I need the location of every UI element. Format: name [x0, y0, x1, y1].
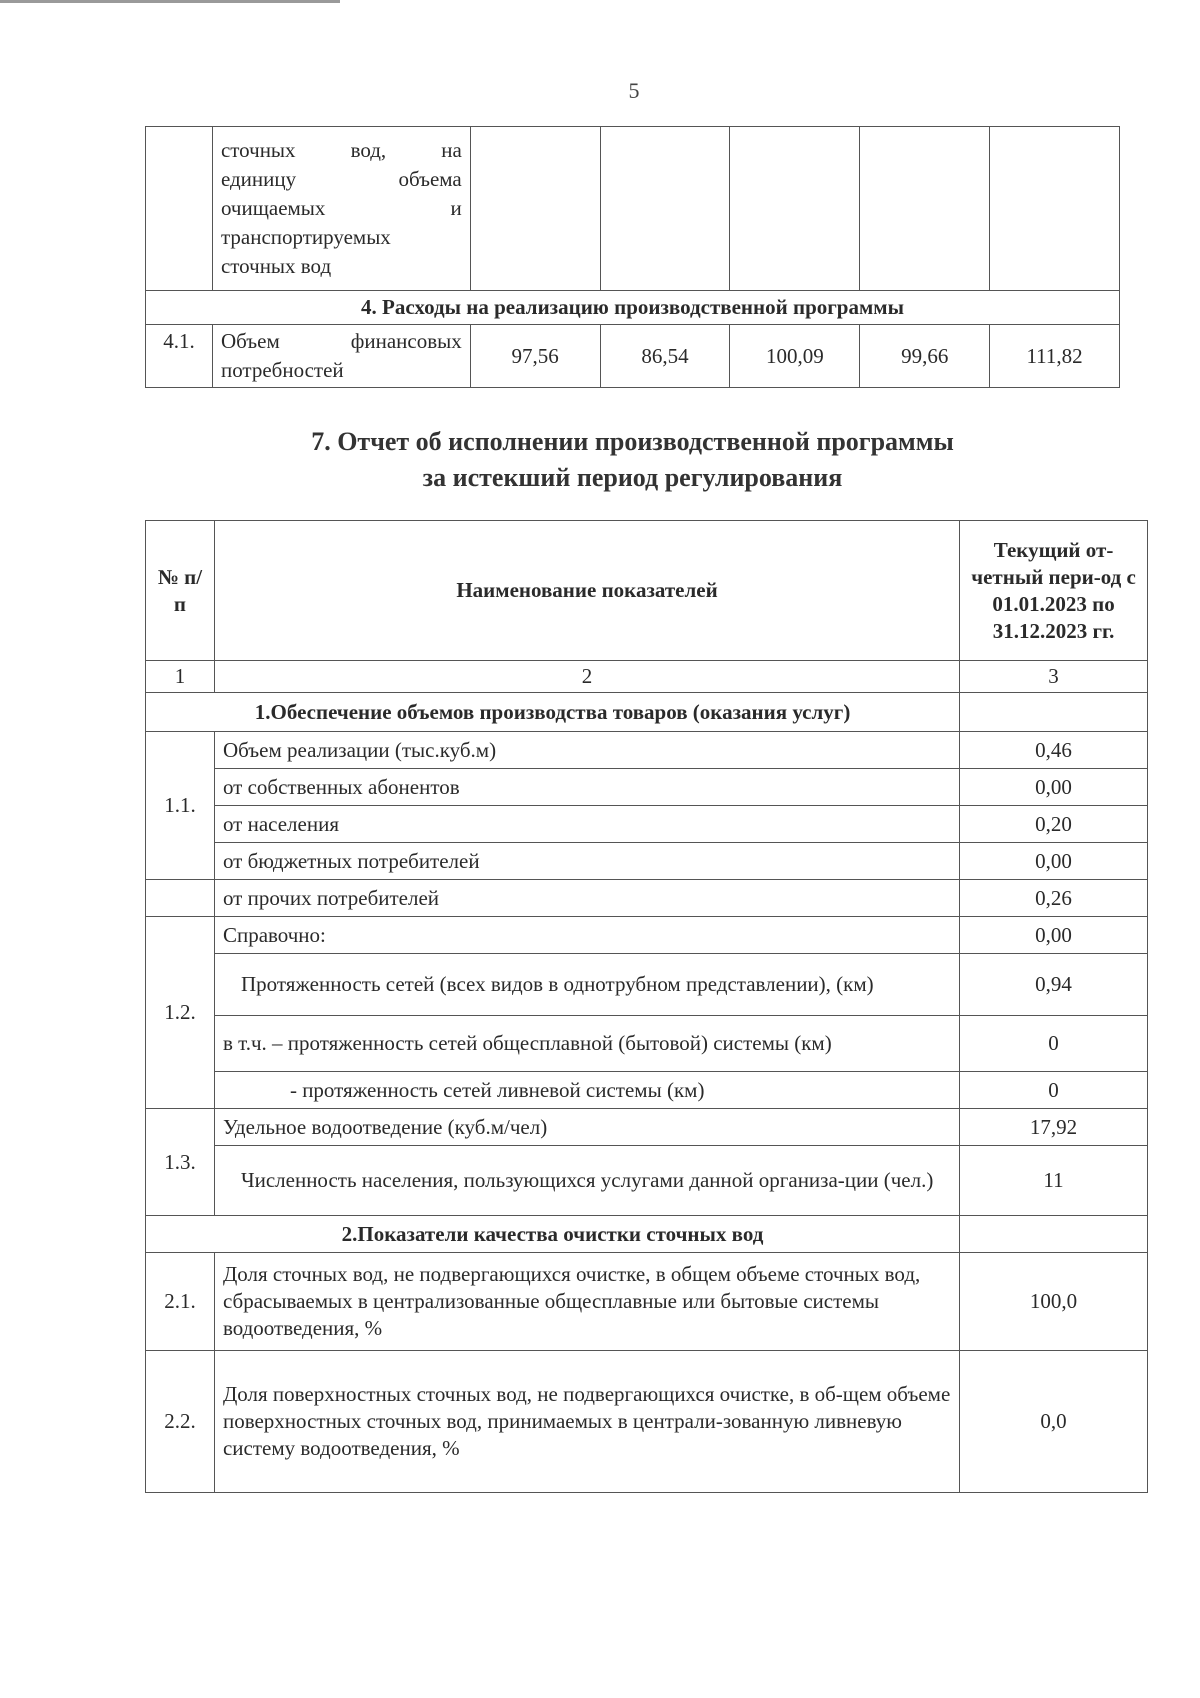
- section-2-title: 2.Показатели качества очистки сточных вод: [146, 1216, 960, 1253]
- value-cell: 97,56: [470, 325, 600, 388]
- table-row: [146, 127, 1120, 291]
- continued-cell-text: сточных вод, на единицу объема очищаемых и транспортируемых сточных вод: [212, 127, 470, 291]
- value-cell: 0,00: [960, 769, 1148, 806]
- table-row: [146, 917, 1148, 954]
- value-cell: 0,20: [960, 806, 1148, 843]
- value-cell: 0,00: [960, 917, 1148, 954]
- table-row: [146, 769, 1148, 806]
- page-number: 5: [628, 78, 640, 103]
- value-cell: 0,0: [960, 1351, 1148, 1493]
- table-row: [146, 1016, 1148, 1072]
- row-name: Численность населения, пользующихся услугами данной организа-ции (чел.): [214, 1146, 959, 1216]
- value-cell: 111,82: [990, 325, 1120, 388]
- table-row: [146, 1072, 1148, 1109]
- header-name: Наименование показателей: [214, 521, 959, 661]
- table-row: [146, 843, 1148, 880]
- table-row: [146, 806, 1148, 843]
- row-name: Удельное водоотведение (куб.м/чел): [214, 1109, 959, 1146]
- row-name: Доля сточных вод, не подвергающихся очистке, в общем объеме сточных вод, сбрасываемых в централизованные общесплавные или бытовые системы водоотведения, %: [214, 1253, 959, 1351]
- value-cell: 86,54: [600, 325, 730, 388]
- value-cell: 100,09: [730, 325, 860, 388]
- value-cell: 0: [960, 1072, 1148, 1109]
- row-name: в т.ч. – протяженность сетей общесплавной (бытовой) системы (км): [214, 1016, 959, 1072]
- row-number: 4.1.: [146, 325, 213, 388]
- column-numbers-row: 1 2 3: [146, 661, 1148, 693]
- section-1-title: 1.Обеспечение объемов производства товаров (оказания услуг): [146, 693, 960, 732]
- value-cell: 11: [960, 1146, 1148, 1216]
- header-num: № п/п: [146, 521, 215, 661]
- section-4-title: 4. Расходы на реализацию производственной программы: [146, 291, 1120, 325]
- table-row: [146, 1109, 1148, 1146]
- continued-table: [145, 126, 1120, 388]
- table-row: [146, 1146, 1148, 1216]
- scan-edge-line: [0, 0, 340, 3]
- table-row: [146, 954, 1148, 1016]
- table-row: [146, 880, 1148, 917]
- section-heading: 7. Отчет об исполнении производственной программы за истекший период регулирования: [311, 427, 954, 492]
- section-row: [146, 1216, 1148, 1253]
- value-cell: 0,00: [960, 843, 1148, 880]
- row-number: 1.3.: [146, 1109, 215, 1216]
- row-name: от бюджетных потребителей: [214, 843, 959, 880]
- value-cell: 99,66: [860, 325, 990, 388]
- value-cell: 0,46: [960, 732, 1148, 769]
- table-row: [146, 1351, 1148, 1493]
- row-number: 1.2.: [146, 917, 215, 1109]
- value-cell: 0,94: [960, 954, 1148, 1016]
- table-row: [146, 325, 1120, 388]
- row-name: Справочно:: [214, 917, 959, 954]
- value-cell: 17,92: [960, 1109, 1148, 1146]
- table-row: [146, 732, 1148, 769]
- value-cell: 0: [960, 1016, 1148, 1072]
- value-cell: 100,0: [960, 1253, 1148, 1351]
- value-cell: 0,26: [960, 880, 1148, 917]
- header-row: [146, 521, 1148, 661]
- row-name: Объем реализации (тыс.куб.м): [214, 732, 959, 769]
- row-number: 1.1.: [146, 732, 215, 880]
- header-period: Текущий от-четный пери-од с 01.01.2023 по 31.12.2023 гг.: [960, 521, 1148, 661]
- row-name: от собственных абонентов: [214, 769, 959, 806]
- section-row: [146, 693, 1148, 732]
- row-number: 2.2.: [146, 1351, 215, 1493]
- section-row: [146, 291, 1120, 325]
- row-name: Доля поверхностных сточных вод, не подвергающихся очистке, в об-щем объеме поверхностных сточных вод, принимаемых в централи-зованную ливневую систему водоотведения, %: [214, 1351, 959, 1493]
- row-number: 2.1.: [146, 1253, 215, 1351]
- row-name: Объем финансовых потребностей: [212, 325, 470, 388]
- row-name: от населения: [214, 806, 959, 843]
- row-name: - протяженность сетей ливневой системы (км): [214, 1072, 959, 1109]
- table-row: [146, 1253, 1148, 1351]
- row-name: Протяженность сетей (всех видов в однотрубном представлении), (км): [214, 954, 959, 1016]
- row-name: от прочих потребителей: [214, 880, 959, 917]
- report-table: [145, 520, 1148, 1493]
